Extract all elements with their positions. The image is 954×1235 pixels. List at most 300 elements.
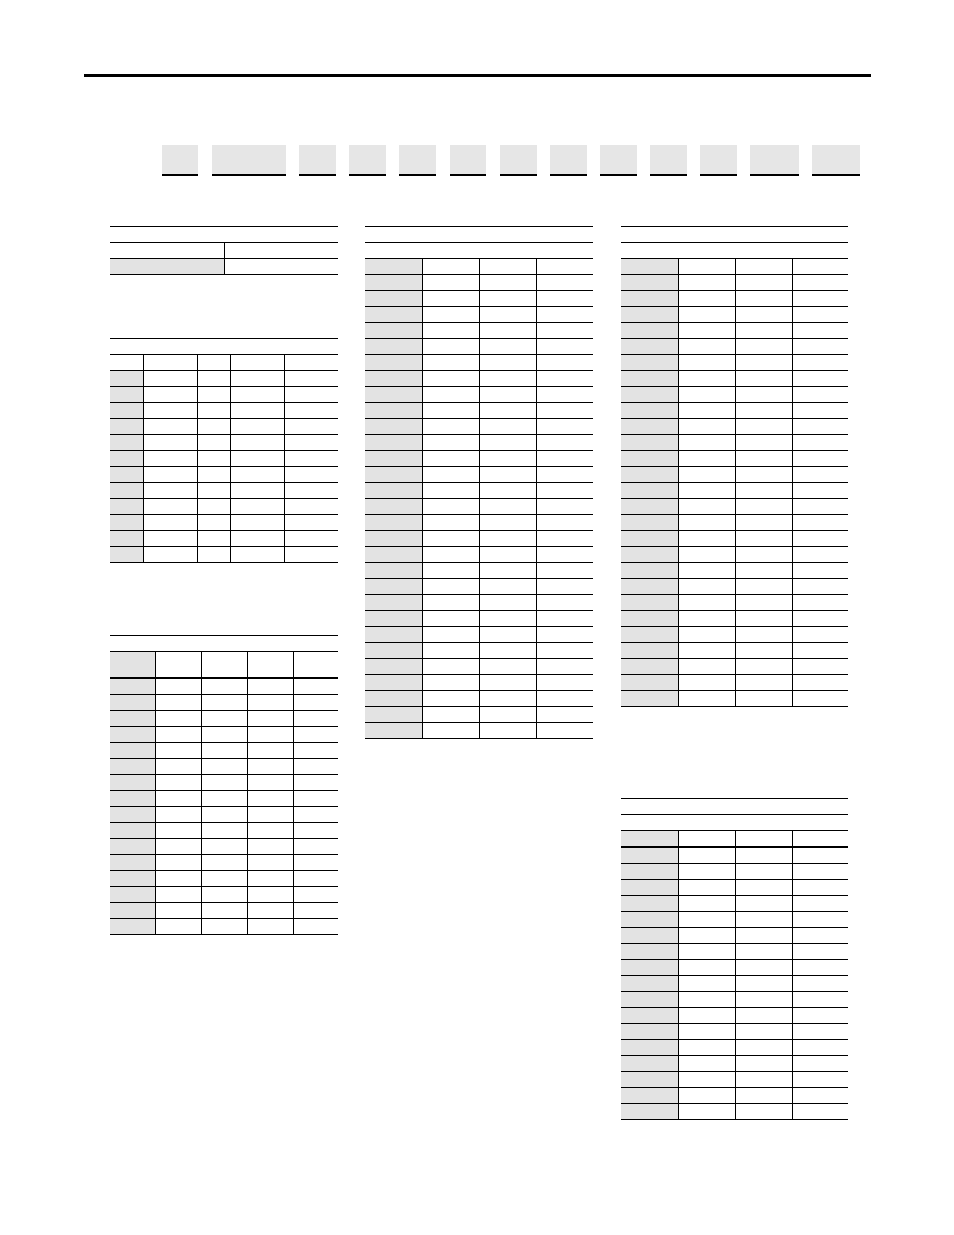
table-row <box>110 547 338 563</box>
table-cell <box>422 323 479 339</box>
table-cell <box>621 976 678 992</box>
table-cell <box>678 611 735 627</box>
table-cell <box>247 887 293 903</box>
table-cell <box>792 563 848 579</box>
table-cell <box>143 451 197 467</box>
table-row <box>110 711 338 727</box>
table-cell <box>735 1088 792 1104</box>
table-cell <box>621 1104 678 1120</box>
table-cell <box>479 323 536 339</box>
table-cell <box>143 547 197 563</box>
table-row <box>621 419 848 435</box>
table-cell <box>201 743 247 759</box>
table-cell <box>284 419 338 435</box>
table-cell <box>536 691 593 707</box>
table-cell <box>365 611 422 627</box>
table-row <box>621 611 848 627</box>
table-cell <box>678 976 735 992</box>
table-b-title <box>110 636 338 652</box>
table-cell <box>110 467 143 483</box>
table-cell <box>792 259 848 275</box>
table-c <box>365 226 593 739</box>
table-cell <box>735 323 792 339</box>
table-cell <box>230 467 284 483</box>
table-cell <box>293 695 338 711</box>
table-cell <box>792 847 848 864</box>
table-header-cell <box>678 831 735 848</box>
table-row <box>365 275 593 291</box>
table-cell <box>735 611 792 627</box>
table-cell <box>422 435 479 451</box>
table-cell <box>735 1056 792 1072</box>
table-cell <box>422 691 479 707</box>
table-cell <box>792 307 848 323</box>
table-cell <box>536 659 593 675</box>
table-row <box>110 903 338 919</box>
table-row <box>110 871 338 887</box>
table-cell <box>422 499 479 515</box>
table-cell <box>735 595 792 611</box>
table-cell <box>735 307 792 323</box>
table-cell <box>197 531 230 547</box>
table-cell <box>792 371 848 387</box>
table-cell <box>735 371 792 387</box>
header-tab-9 <box>600 145 637 176</box>
table-cell <box>365 515 422 531</box>
table-cell <box>365 675 422 691</box>
table-row <box>621 992 848 1008</box>
header-tab-5 <box>399 145 436 176</box>
table-row <box>110 759 338 775</box>
table-cell <box>230 515 284 531</box>
table-cell <box>284 499 338 515</box>
table-cell <box>143 483 197 499</box>
table-cell <box>155 903 201 919</box>
table-cell <box>792 1088 848 1104</box>
table-row <box>365 339 593 355</box>
table-cell <box>792 992 848 1008</box>
table-row <box>621 499 848 515</box>
table-cell <box>678 675 735 691</box>
table-cell <box>247 823 293 839</box>
table-cell <box>536 451 593 467</box>
table-cell <box>678 483 735 499</box>
table-cell <box>293 678 338 695</box>
table-cell <box>143 403 197 419</box>
table-cell <box>536 387 593 403</box>
table-cell <box>155 775 201 791</box>
table-row <box>365 435 593 451</box>
table-a <box>110 338 338 563</box>
table-row <box>621 387 848 403</box>
table-row <box>110 451 338 467</box>
table-cell <box>293 743 338 759</box>
table-cell <box>621 355 678 371</box>
table-cell <box>230 451 284 467</box>
table-cell <box>735 643 792 659</box>
table-cell <box>621 960 678 976</box>
table-cell <box>735 976 792 992</box>
table-cell <box>621 451 678 467</box>
table-cell <box>155 823 201 839</box>
table-cell <box>792 1104 848 1120</box>
table-row <box>110 499 338 515</box>
table-cell <box>621 595 678 611</box>
table-row <box>621 847 848 864</box>
table-cell <box>247 903 293 919</box>
table-d-body <box>621 259 848 707</box>
table-cell <box>365 627 422 643</box>
table-cell <box>201 711 247 727</box>
table-cell <box>197 499 230 515</box>
table-cell <box>536 595 593 611</box>
table-cell <box>678 387 735 403</box>
table-cell <box>621 435 678 451</box>
table-cell <box>110 371 143 387</box>
table-cell <box>422 707 479 723</box>
table-cell <box>792 499 848 515</box>
table-cell <box>792 896 848 912</box>
table-cell <box>678 659 735 675</box>
table-cell <box>479 691 536 707</box>
table-cell <box>678 1056 735 1072</box>
table-cell <box>621 896 678 912</box>
table-cell <box>293 823 338 839</box>
table-cell <box>678 992 735 1008</box>
table-cell <box>678 643 735 659</box>
table-cell <box>735 483 792 499</box>
table-cell <box>155 711 201 727</box>
table-c-body <box>365 259 593 739</box>
table-cell <box>422 403 479 419</box>
table-row <box>365 307 593 323</box>
header-tab-row <box>0 145 954 177</box>
table-cell <box>110 855 155 871</box>
table-cell <box>230 403 284 419</box>
table-row <box>365 691 593 707</box>
table-row <box>110 695 338 711</box>
table-cell <box>735 563 792 579</box>
table-cell <box>678 307 735 323</box>
table-row <box>365 627 593 643</box>
table-cell <box>143 531 197 547</box>
table-cell <box>247 711 293 727</box>
table-cell <box>621 323 678 339</box>
table-cell <box>479 259 536 275</box>
table-cell <box>621 643 678 659</box>
table-cell <box>201 727 247 743</box>
table-cell <box>230 419 284 435</box>
table-cell <box>792 1056 848 1072</box>
table-cell <box>230 483 284 499</box>
table-header-cell <box>197 355 230 371</box>
table-header-cell <box>621 831 678 848</box>
table-row <box>110 791 338 807</box>
table-cell <box>479 707 536 723</box>
table-cell <box>735 1072 792 1088</box>
table-row <box>365 643 593 659</box>
table-cell <box>735 960 792 976</box>
table-cell <box>678 847 735 864</box>
table-cell <box>792 675 848 691</box>
table-e <box>621 798 848 1120</box>
table-cell <box>422 339 479 355</box>
table-cell <box>792 880 848 896</box>
table-row <box>621 323 848 339</box>
table-cell <box>365 403 422 419</box>
table-row <box>621 515 848 531</box>
table-cell <box>293 791 338 807</box>
table-cell <box>678 403 735 419</box>
table-cell <box>365 643 422 659</box>
table-row <box>365 419 593 435</box>
table-cell <box>735 847 792 864</box>
table-cell <box>735 1008 792 1024</box>
table-row <box>621 944 848 960</box>
table-row <box>621 880 848 896</box>
table-header-cell <box>201 652 247 679</box>
table-cell <box>479 291 536 307</box>
table-row <box>110 371 338 387</box>
table-cell <box>792 1024 848 1040</box>
table-cell <box>792 611 848 627</box>
table-row <box>110 887 338 903</box>
table-cell <box>422 723 479 739</box>
table-cell <box>678 515 735 531</box>
table-cell <box>110 775 155 791</box>
table-row <box>365 355 593 371</box>
table-cell <box>735 912 792 928</box>
table-cell <box>155 871 201 887</box>
table-cell <box>422 595 479 611</box>
table-cell <box>110 259 224 275</box>
table-cell <box>621 1072 678 1088</box>
table-cell <box>735 387 792 403</box>
table-cell <box>284 531 338 547</box>
table-cell <box>735 1040 792 1056</box>
table-row <box>621 435 848 451</box>
table-cell <box>155 743 201 759</box>
table-b-body <box>110 678 338 935</box>
table-cell <box>536 419 593 435</box>
table-cell <box>365 467 422 483</box>
table-cell <box>422 675 479 691</box>
table-row <box>365 515 593 531</box>
table-cell <box>155 855 201 871</box>
table-cell <box>735 659 792 675</box>
table-cell <box>247 759 293 775</box>
table-row <box>621 339 848 355</box>
table-header-cell <box>230 355 284 371</box>
table-cell <box>293 775 338 791</box>
table-row <box>365 451 593 467</box>
table-cell <box>621 912 678 928</box>
table-cell <box>621 467 678 483</box>
table-cell <box>479 515 536 531</box>
header-tab-4 <box>349 145 386 176</box>
header-tab-13 <box>812 145 860 176</box>
table-cell <box>536 355 593 371</box>
table-row <box>621 960 848 976</box>
table-cell <box>792 323 848 339</box>
table-cell <box>792 291 848 307</box>
table-cell <box>479 275 536 291</box>
table-cell <box>479 563 536 579</box>
table-cell <box>536 483 593 499</box>
table-cell <box>197 547 230 563</box>
table-cell <box>479 627 536 643</box>
table-cell <box>110 435 143 451</box>
table-row <box>621 579 848 595</box>
table-row <box>110 743 338 759</box>
table-cell <box>247 855 293 871</box>
table-cell <box>735 928 792 944</box>
table-row <box>621 659 848 675</box>
table-cell <box>479 643 536 659</box>
table-cell <box>621 691 678 707</box>
table-cell <box>735 675 792 691</box>
table-cell <box>365 659 422 675</box>
table-cell <box>792 275 848 291</box>
table-cell <box>735 499 792 515</box>
table-cell <box>110 839 155 855</box>
table-cell <box>479 579 536 595</box>
table-cell <box>678 451 735 467</box>
table-cell <box>479 659 536 675</box>
table-cell <box>792 976 848 992</box>
table-cell <box>621 387 678 403</box>
table-cell <box>110 387 143 403</box>
table-row <box>621 864 848 880</box>
header-tab-7 <box>500 145 537 176</box>
table-cell <box>792 531 848 547</box>
table-row <box>110 403 338 419</box>
table-cell <box>792 339 848 355</box>
table-cell <box>293 887 338 903</box>
table-row <box>621 451 848 467</box>
table-cell <box>365 691 422 707</box>
table-cell <box>678 896 735 912</box>
table-cell <box>678 960 735 976</box>
header-tab-10 <box>650 145 687 176</box>
table-cell <box>479 499 536 515</box>
table-cell <box>110 547 143 563</box>
table-cell <box>110 903 155 919</box>
table-cell <box>735 435 792 451</box>
table-cell <box>230 547 284 563</box>
table-cell <box>365 547 422 563</box>
table-cell <box>247 678 293 695</box>
table-cell <box>201 855 247 871</box>
table-cell <box>110 711 155 727</box>
table-header-cell <box>247 652 293 679</box>
table-cell <box>536 531 593 547</box>
table-row <box>365 547 593 563</box>
table-cell <box>365 451 422 467</box>
table-cell <box>293 807 338 823</box>
table-cell <box>422 355 479 371</box>
table-row <box>365 387 593 403</box>
table-cell <box>422 627 479 643</box>
table-cell <box>792 864 848 880</box>
table-cell <box>422 451 479 467</box>
table-b <box>110 635 338 935</box>
table-cell <box>735 259 792 275</box>
table-cell <box>247 807 293 823</box>
table-cell <box>621 371 678 387</box>
table-cell <box>621 419 678 435</box>
table-row <box>110 855 338 871</box>
table-cell <box>422 467 479 483</box>
table-cell <box>247 871 293 887</box>
table-row <box>365 707 593 723</box>
table-row <box>621 547 848 563</box>
table-cell <box>197 403 230 419</box>
table-row <box>110 483 338 499</box>
table-cell <box>621 1008 678 1024</box>
table-cell <box>479 451 536 467</box>
table-row <box>621 1104 848 1120</box>
summary-table <box>110 226 338 275</box>
table-cell <box>422 531 479 547</box>
table-c-title <box>365 227 593 243</box>
table-cell <box>230 499 284 515</box>
table-cell <box>110 243 224 259</box>
table-header-cell <box>735 831 792 848</box>
table-cell <box>479 595 536 611</box>
table-cell <box>792 960 848 976</box>
table-c-subtitle <box>365 243 593 259</box>
table-cell <box>735 880 792 896</box>
table-cell <box>143 387 197 403</box>
table-cell <box>365 563 422 579</box>
table-cell <box>155 839 201 855</box>
table-cell <box>792 435 848 451</box>
table-cell <box>621 291 678 307</box>
table-cell <box>536 547 593 563</box>
table-cell <box>110 483 143 499</box>
table-row <box>621 896 848 912</box>
header-tab-8 <box>550 145 587 176</box>
table-cell <box>735 467 792 483</box>
table-cell <box>678 944 735 960</box>
table-row <box>365 323 593 339</box>
table-cell <box>792 1072 848 1088</box>
table-cell <box>479 339 536 355</box>
table-cell <box>536 323 593 339</box>
header-tab-3 <box>299 145 336 176</box>
table-cell <box>735 944 792 960</box>
table-row <box>365 531 593 547</box>
table-row <box>621 259 848 275</box>
table-cell <box>678 1104 735 1120</box>
table-cell <box>284 371 338 387</box>
table-cell <box>735 419 792 435</box>
table-row <box>621 1056 848 1072</box>
table-cell <box>792 691 848 707</box>
table-cell <box>621 483 678 499</box>
table-cell <box>792 659 848 675</box>
table-cell <box>201 903 247 919</box>
table-cell <box>536 371 593 387</box>
table-cell <box>293 839 338 855</box>
table-cell <box>479 531 536 547</box>
table-cell <box>678 275 735 291</box>
table-cell <box>365 371 422 387</box>
table-cell <box>155 887 201 903</box>
table-cell <box>536 579 593 595</box>
table-cell <box>201 807 247 823</box>
